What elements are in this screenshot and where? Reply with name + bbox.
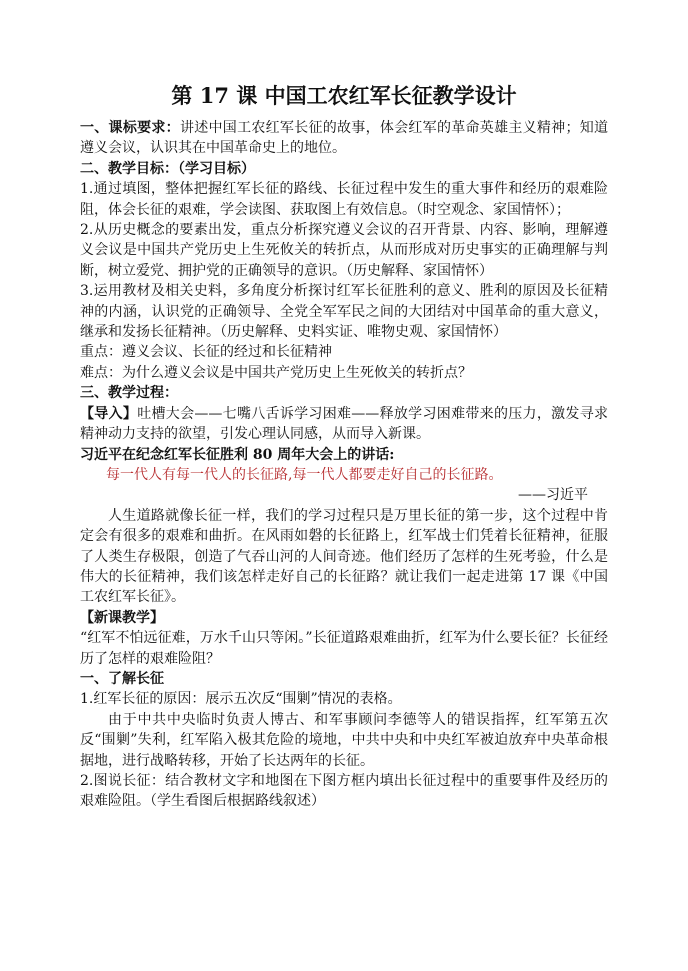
curriculum-requirement [80,118,608,159]
objective-1: 1.通过填图，整体把握红军长征的路线、长征过程中发生的重大事件和经历的艰难险阻，体会长征的艰难，学会读图、获取图上有效信息。（时空观念、家国情怀）； [80,181,608,218]
objective-2: 2.从历史概念的要素出发，重点分析探究遵义会议的召开背景、内容、影响，理解遵义会议是中国共产党历史上生死攸关的转折点，从而形成对历史事实的正确理解与判断，树立爱党、拥护党的正确领导的意识。（历史解释、家国情怀） [80,222,608,279]
page-title: 第 17 课 中国工农红军长征教学设计 [171,83,517,108]
quote-signature: ——习近平 [518,487,588,504]
intro-paragraph [80,404,608,445]
life-road-paragraph: 人生道路就像长征一样，我们的学习过程只是万里长征的第一步，这个过程中肯定会有很多的艰难和曲折。在风雨如磐的长征路上，红军战士们凭着长征精神，征服了人类生存极限，创造了气吞山河的人间奇迹。他们经历了怎样的生死考验，什么是伟大的长征精神，我们该怎样走好自己的长征路？就让我们一起走进第 17 课《中国工农红军长征》。 [80,507,608,606]
section-heading-3: 三、教学过程： [80,385,178,402]
section-heading-2: 二、教学目标：（学习目标） [80,160,255,177]
intro-tag: 【导入】 [80,405,138,422]
item-2-map: 2.图说长征：结合教材文字和地图在下图方框内填出长征过程中的重要事件及经历的艰难险阻。（学生看图后根据路线叙述） [80,773,608,810]
section-understand-long-march: 一、了解长征 [80,670,164,687]
item-1-paragraph: 由于中共中央临时负责人博古、和军事顾问李德等人的错误指挥，红军第五次反“围剿”失利，红军陷入极其危险的境地，中共中央和中央红军被迫放弃中央革命根据地，进行战略转移，开始了长达两年的长征。 [80,711,608,769]
intro-text: 吐槽大会——七嘴八舌诉学习困难——释放学习困难带来的压力，激发寻求精神动力支持的欲望，引发心理认同感，从而导入新课。 [80,405,609,443]
new-lesson-tag: 【新课教学】 [80,609,164,626]
section-heading-1: 一、课标要求： [80,120,180,136]
speech-heading: 习近平在纪念红军长征胜利 80 周年大会上的讲话: [80,446,395,463]
key-point: 重点：遵义会议、长征的经过和长征精神 [80,344,332,361]
new-lesson-text: “红军不怕远征难，万水千山只等闲。”长征道路艰难曲折，红军为什么要长征？长征经历了怎样的艰难险阻？ [80,630,608,667]
difficulty-point: 难点：为什么遵义会议是中国共产党历史上生死攸关的转折点？ [80,364,472,381]
item-1-reason: 1.红军长征的原因：展示五次反“围剿”情况的表格。 [80,691,402,708]
curriculum-text: 讲述中国工农红军长征的故事，体会红军的革命英雄主义精神；知道遵义会议，认识其在中国革命史上的地位。 [80,120,609,157]
objective-3: 3.运用教材及相关史料，多角度分析探讨红军长征胜利的意义、胜利的原因及长征精神的内涵，认识党的正确领导、全党全军军民之间的大团结对中国革命的重大意义，继承和发扬长征精神。（历史解释、史料实证、唯物史观、家国情怀） [80,283,608,341]
xi-quote: 每一代人有每一代人的长征路,每一代人都要走好自己的长征路。 [106,466,503,483]
